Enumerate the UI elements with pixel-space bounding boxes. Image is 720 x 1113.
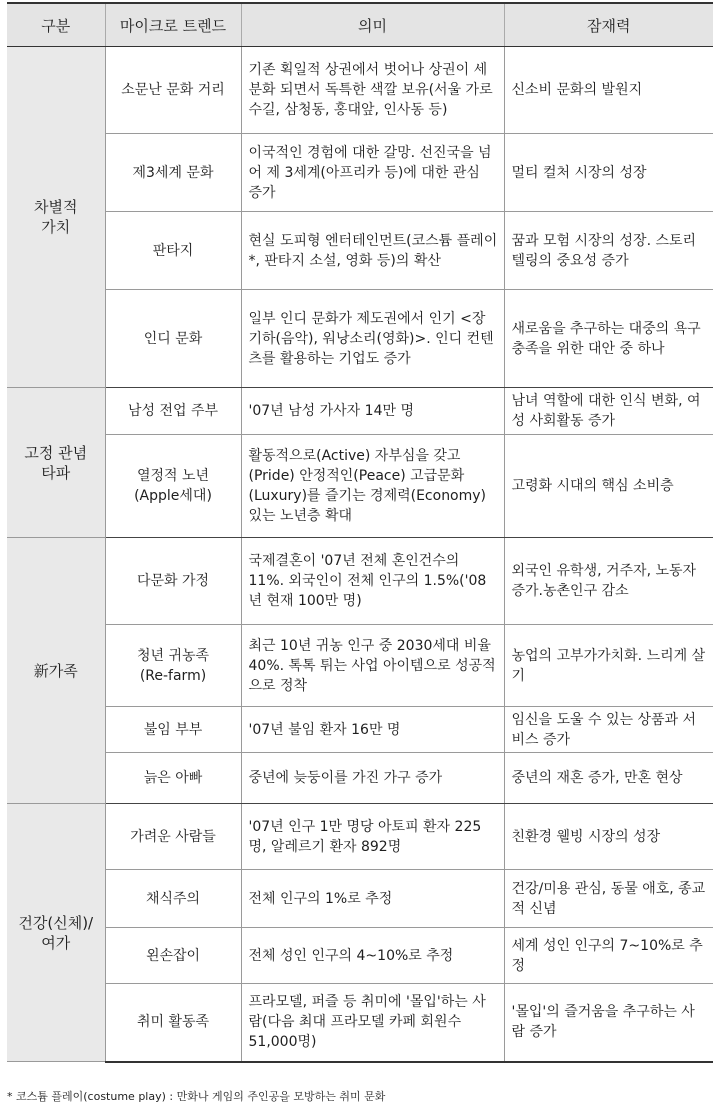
table-row <box>7 538 713 625</box>
category-cell: 新가족 <box>7 538 105 804</box>
potential-cell: 꿈과 모험 시장의 성장. 스토리텔링의 중요성 증가 <box>504 212 713 290</box>
potential-cell: 멀티 컬처 시장의 성장 <box>504 134 713 212</box>
trend-cell: 열정적 노년 (Apple세대) <box>105 435 241 538</box>
meaning-cell: 기존 획일적 상권에서 벗어나 상권이 세분화 되면서 독특한 색깔 보유(서울 가로수길, 삼청동, 홍대앞, 인사동 등) <box>241 47 504 134</box>
potential-cell: '몰입'의 즐거움을 추구하는 사람 증가 <box>504 984 713 1062</box>
header-meaning: 의미 <box>241 3 504 47</box>
potential-cell: 임신을 도울 수 있는 상품과 서비스 증가 <box>504 707 713 753</box>
potential-cell: 세계 성인 인구의 7~10%로 추정 <box>504 928 713 984</box>
meaning-cell: 전체 성인 인구의 4~10%로 추정 <box>241 928 504 984</box>
trend-cell: 제3세계 문화 <box>105 134 241 212</box>
trend-cell: 가려운 사람들 <box>105 804 241 870</box>
table-row <box>7 290 713 388</box>
meaning-cell: '07년 남성 가사자 14만 명 <box>241 388 504 435</box>
potential-cell: 고령화 시대의 핵심 소비층 <box>504 435 713 538</box>
meaning-cell: 활동적으로(Active) 자부심을 갖고(Pride) 안정적인(Peace) 고급문화(Luxury)를 즐기는 경제력(Economy) 있는 노년층 확대 <box>241 435 504 538</box>
table-row <box>7 435 713 538</box>
table-row <box>7 134 713 212</box>
table-row <box>7 928 713 984</box>
micro-trend-table <box>7 2 713 1063</box>
trend-cell: 남성 전업 주부 <box>105 388 241 435</box>
header-potential: 잠재력 <box>504 3 713 47</box>
table-row <box>7 984 713 1062</box>
table-row <box>7 625 713 707</box>
potential-cell: 친환경 웰빙 시장의 성장 <box>504 804 713 870</box>
meaning-cell: 이국적인 경험에 대한 갈망. 선진국을 넘어 제 3세계(아프리카 등)에 대한 관심 증가 <box>241 134 504 212</box>
category-cell: 차별적 가치 <box>7 47 105 388</box>
meaning-cell: 국제결혼이 '07년 전체 혼인건수의 11%. 외국인이 전체 인구의 1.5%('08년 현재 100만 명) <box>241 538 504 625</box>
header-row <box>7 3 713 47</box>
trend-cell: 소문난 문화 거리 <box>105 47 241 134</box>
potential-cell: 신소비 문화의 발원지 <box>504 47 713 134</box>
table-row <box>7 804 713 870</box>
potential-cell: 외국인 유학생, 거주자, 노동자 증가.농촌인구 감소 <box>504 538 713 625</box>
category-cell: 고정 관념 타파 <box>7 388 105 538</box>
potential-cell: 건강/미용 관심, 동물 애호, 종교적 신념 <box>504 870 713 928</box>
trend-cell: 취미 활동족 <box>105 984 241 1062</box>
trend-cell: 채식주의 <box>105 870 241 928</box>
table-row <box>7 388 713 435</box>
table-row <box>7 707 713 753</box>
meaning-cell: 프라모델, 퍼즐 등 취미에 '몰입'하는 사람(다음 최대 프라모델 카페 회원수 51,000명) <box>241 984 504 1062</box>
footnote: * 코스튬 플레이(costume play) : 만화나 게임의 주인공을 모방하는 취미 문화 <box>7 1090 386 1103</box>
meaning-cell: 중년에 늦둥이를 가진 가구 증가 <box>241 753 504 804</box>
table-row <box>7 47 713 134</box>
table-row <box>7 870 713 928</box>
trend-cell: 늙은 아빠 <box>105 753 241 804</box>
potential-cell: 남녀 역할에 대한 인식 변화, 여성 사회활동 증가 <box>504 388 713 435</box>
meaning-cell: 일부 인디 문화가 제도권에서 인기 <장기하(음악), 워낭소리(영화)>. 인디 컨텐츠를 활용하는 기업도 증가 <box>241 290 504 388</box>
table-row <box>7 212 713 290</box>
meaning-cell: '07년 불임 환자 16만 명 <box>241 707 504 753</box>
header-category: 구분 <box>7 3 105 47</box>
meaning-cell: 최근 10년 귀농 인구 중 2030세대 비율 40%. 톡톡 튀는 사업 아이템으로 성공적으로 정착 <box>241 625 504 707</box>
meaning-cell: '07년 인구 1만 명당 아토피 환자 225명, 알레르기 환자 892명 <box>241 804 504 870</box>
header-trend: 마이크로 트렌드 <box>105 3 241 47</box>
trend-cell: 청년 귀농족 (Re-farm) <box>105 625 241 707</box>
trend-cell: 판타지 <box>105 212 241 290</box>
potential-cell: 중년의 재혼 증가, 만혼 현상 <box>504 753 713 804</box>
trend-cell: 다문화 가정 <box>105 538 241 625</box>
meaning-cell: 현실 도피형 엔터테인먼트(코스튬 플레이*, 판타지 소설, 영화 등)의 확산 <box>241 212 504 290</box>
potential-cell: 새로움을 추구하는 대중의 욕구 충족을 위한 대안 중 하나 <box>504 290 713 388</box>
potential-cell: 농업의 고부가가치화. 느리게 살기 <box>504 625 713 707</box>
meaning-cell: 전체 인구의 1%로 추정 <box>241 870 504 928</box>
table-row <box>7 753 713 804</box>
trend-cell: 인디 문화 <box>105 290 241 388</box>
trend-cell: 불임 부부 <box>105 707 241 753</box>
trend-cell: 왼손잡이 <box>105 928 241 984</box>
category-cell: 건강(신체)/ 여가 <box>7 804 105 1062</box>
